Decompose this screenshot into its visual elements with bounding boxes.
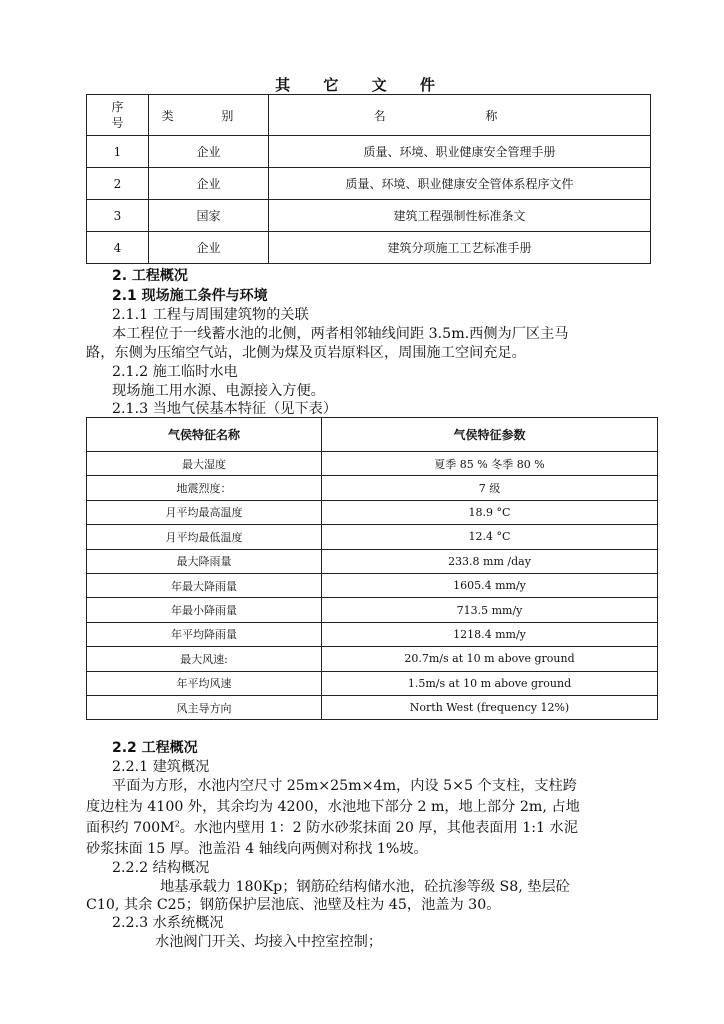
table-row <box>87 573 658 597</box>
table-row <box>87 671 658 695</box>
cell-climate-value: 18.9 °C <box>322 500 658 524</box>
area-text: 面积约 700M <box>86 820 175 836</box>
paragraph-text: 。水池内壁用 1：2 防水砂浆抹面 20 厚，其他表面用 1:1 水泥 <box>179 820 578 836</box>
cell-seq: 1 <box>87 136 149 168</box>
paragraph-line: 地基承载力 180Kp；钢筋砼结构储水池，砼抗渗等级 S8, 垫层砼 <box>160 879 570 895</box>
cell-name: 建筑工程强制性标准条文 <box>269 200 651 232</box>
section-2-2-1-heading: 2.2.1 建筑概况 <box>112 759 210 775</box>
cell-climate-name: 年最大降雨量 <box>87 573 322 597</box>
section-2-2-2-heading: 2.2.2 结构概况 <box>112 860 210 876</box>
doc-title: 其 它 文 件 <box>275 76 449 94</box>
table-row <box>87 647 658 671</box>
header-category: 类 别 <box>149 95 269 136</box>
superscript: 2 <box>174 819 180 829</box>
table-row <box>87 622 658 646</box>
cell-seq: 3 <box>87 200 149 232</box>
table-row <box>87 695 658 719</box>
paragraph-line: 砂浆抹面 15 厚。池盖沿 4 轴线向两侧对称找 1%坡。 <box>86 841 428 857</box>
cell-climate-name: 年平均降雨量 <box>87 622 322 646</box>
cell-climate-value: 233.8 mm /day <box>322 549 658 573</box>
cell-climate-value: 1605.4 mm/y <box>322 573 658 597</box>
climate-table <box>86 417 658 720</box>
cell-climate-name: 月平均最高温度 <box>87 500 322 524</box>
section-2-1-1-heading: 2.1.1 工程与周围建筑物的关联 <box>112 307 309 323</box>
table-row <box>87 476 658 500</box>
cell-climate-value: 1218.4 mm/y <box>322 622 658 646</box>
cell-climate-value: North West (frequency 12%) <box>322 695 658 719</box>
cell-climate-name: 月平均最低温度 <box>87 525 322 549</box>
table-row <box>87 549 658 573</box>
cell-climate-value: 20.7m/s at 10 m above ground <box>322 647 658 671</box>
table-row <box>87 598 658 622</box>
cell-climate-name: 地震烈度： <box>87 476 322 500</box>
cell-climate-name: 最大降雨量 <box>87 549 322 573</box>
cell-category: 企业 <box>149 168 269 200</box>
paragraph-line: 平面为方形，水池内空尺寸 25m×25m×4m，内设 5×5 个支柱，支柱跨 <box>112 778 577 794</box>
section-2-1-heading: 2.1 现场施工条件与环境 <box>112 288 268 304</box>
section-2-heading: 2. 工程概况 <box>112 268 188 284</box>
cell-climate-name: 年最小降雨量 <box>87 598 322 622</box>
cell-category: 国家 <box>149 200 269 232</box>
cell-name: 质量、环境、职业健康安全管体系程序文件 <box>269 168 651 200</box>
cell-climate-value: 夏季 85 % 冬季 80 % <box>322 452 658 476</box>
cell-climate-name: 年平均风速 <box>87 671 322 695</box>
section-2-2-3-heading: 2.2.3 水系统概况 <box>112 915 224 931</box>
table-row <box>87 168 651 200</box>
table-row <box>87 136 651 168</box>
cell-category: 企业 <box>149 232 269 264</box>
header-seq: 序号 <box>87 95 149 136</box>
cell-climate-value: 713.5 mm/y <box>322 598 658 622</box>
header-climate-name: 气侯特征名称 <box>87 418 322 452</box>
other-documents-table <box>86 94 651 264</box>
table-row <box>87 525 658 549</box>
cell-category: 企业 <box>149 136 269 168</box>
paragraph-line <box>86 817 578 837</box>
cell-climate-value: 12.4 °C <box>322 525 658 549</box>
paragraph-line: 本工程位于一线蓄水池的北侧，两者相邻轴线间距 3.5m.西侧为厂区主马 <box>112 326 569 342</box>
table-row <box>87 200 651 232</box>
section-2-1-3-heading: 2.1.3 当地气侯基本特征（见下表） <box>112 401 338 417</box>
cell-name: 建筑分项施工工艺标准手册 <box>269 232 651 264</box>
paragraph-line: 现场施工用水源、电源接入方便。 <box>112 383 325 399</box>
table-row <box>87 500 658 524</box>
cell-climate-name: 最大湿度 <box>87 452 322 476</box>
section-2-1-2-heading: 2.1.2 施工临时水电 <box>112 364 238 380</box>
table-row <box>87 232 651 264</box>
header-climate-value: 气侯特征参数 <box>322 418 658 452</box>
paragraph-line: 水池阀门开关、均接入中控室控制； <box>155 934 383 950</box>
table-row <box>87 452 658 476</box>
header-name: 名 称 <box>269 95 651 136</box>
paragraph-line: 度边柱为 4100 外，其余均为 4200，水池地下部分 2 m，地上部分 2m, 占地 <box>86 799 580 815</box>
cell-climate-name: 最大风速: <box>87 647 322 671</box>
table-header-row <box>87 418 658 452</box>
cell-seq: 4 <box>87 232 149 264</box>
paragraph-line: 路，东侧为压缩空气站，北侧为煤及页岩原料区，周围施工空间充足。 <box>86 345 526 361</box>
cell-name: 质量、环境、职业健康安全管理手册 <box>269 136 651 168</box>
cell-climate-value: 1.5m/s at 10 m above ground <box>322 671 658 695</box>
table-header-row <box>87 95 651 136</box>
cell-climate-value: 7 级 <box>322 476 658 500</box>
cell-climate-name: 风主导方向 <box>87 695 322 719</box>
section-2-2-heading: 2.2 工程概况 <box>112 740 198 756</box>
cell-seq: 2 <box>87 168 149 200</box>
paragraph-line: C10, 其余 C25；钢筋保护层池底、池壁及柱为 45，池盖为 30。 <box>86 897 501 913</box>
